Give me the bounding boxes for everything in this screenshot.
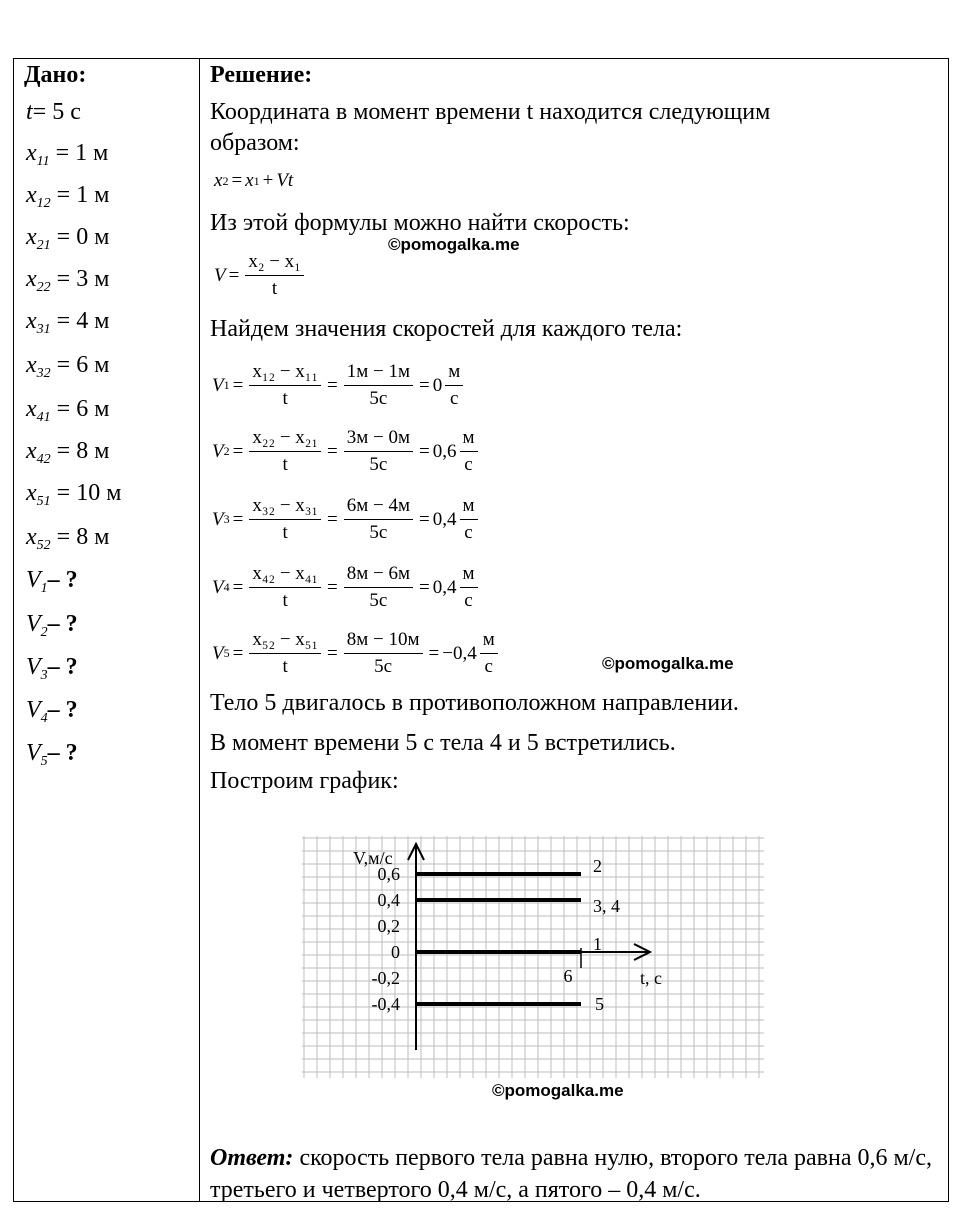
given-item: $x_{32} = 6$ м bbox=[26, 352, 110, 381]
y-tick-label: 0,6 bbox=[377, 864, 400, 884]
given-item: $V_2-$ ? bbox=[26, 611, 78, 640]
series-label: 1 bbox=[593, 934, 602, 954]
answer-label: Ответ: bbox=[210, 1145, 294, 1171]
given-item: $x_{21} = 0$ м bbox=[26, 224, 110, 253]
solution-line-3: Найдем значения скоростей для каждого тела: bbox=[210, 316, 683, 342]
y-axis-label: V,м/с bbox=[353, 848, 393, 868]
speed-formula-1: V 1 = $\frac{\text{x₁₂ − x₁₁}}{t}$ = $\frac{1м - 1м}{5с}$ = 0 $\frac{м}{с}$ bbox=[212, 360, 466, 411]
given-item: $V_3-$ ? bbox=[26, 654, 78, 683]
solution-line-1a: Координата в момент времени t находится следующим bbox=[210, 99, 771, 125]
watermark: ©pomogalka.me bbox=[602, 654, 734, 673]
given-item: $x_{52} = 8$ м bbox=[26, 524, 110, 553]
y-tick-label: -0,4 bbox=[371, 994, 400, 1014]
given-item: t= 5 с bbox=[26, 99, 81, 125]
y-tick-label: 0,4 bbox=[377, 890, 400, 910]
given-item: $V_4-$ ? bbox=[26, 697, 78, 726]
solution-line-1b: образом: bbox=[210, 130, 300, 156]
speed-formula-3: V 3 = $\frac{\text{x₃₂ − x₃₁}}{t}$ = $\frac{6м - 4м}{5с}$ = 0,4 $\frac{м}{с}$ bbox=[212, 494, 481, 545]
formula-velocity: V = $\frac{\text{x₂ − x₁}}{t}$ bbox=[214, 250, 307, 301]
series-label: 2 bbox=[593, 856, 602, 876]
solution-header: Решение: bbox=[210, 62, 313, 88]
speed-formula-5: V 5 = $\frac{\text{x₅₂ − x₅₁}}{t}$ = $\frac{8м - 10м}{5с}$ = −0,4 $\frac{м}{с}$ bbox=[212, 628, 501, 679]
solution-line-6: Построим график: bbox=[210, 768, 399, 794]
y-tick-label: 0 bbox=[391, 942, 400, 962]
given-item: $x_{31} = 4$ м bbox=[26, 308, 110, 337]
given-header: Дано: bbox=[24, 62, 87, 88]
speed-formula-2: V 2 = $\frac{\text{x₂₂ − x₂₁}}{t}$ = $\frac{3м - 0м}{5с}$ = 0,6 $\frac{м}{с}$ bbox=[212, 426, 481, 477]
series-label: 5 bbox=[595, 994, 604, 1014]
speed-formula-4: V 4 = $\frac{\text{x₄₂ − x₄₁}}{t}$ = $\frac{8м - 6м}{5с}$ = 0,4 $\frac{м}{с}$ bbox=[212, 562, 481, 613]
watermark: ©pomogalka.me bbox=[492, 1081, 624, 1100]
series-label: 3, 4 bbox=[593, 896, 620, 916]
x-axis-label: t, с bbox=[640, 968, 662, 988]
solution-line-4: Тело 5 двигалось в противоположном направлении. bbox=[210, 690, 739, 716]
column-divider bbox=[199, 58, 200, 1202]
watermark: ©pomogalka.me bbox=[388, 235, 520, 254]
y-tick-label: -0,2 bbox=[371, 968, 400, 988]
given-item: $x_{12} = 1$ м bbox=[26, 182, 110, 211]
given-item: $x_{51} = 10$ м bbox=[26, 480, 122, 509]
formula-coordinate: x 2 = x 1 + Vt bbox=[214, 170, 294, 191]
solution-line-5: В момент времени 5 с тела 4 и 5 встретились. bbox=[210, 730, 676, 756]
given-item: $x_{42} = 8$ м bbox=[26, 438, 110, 467]
given-item: $V_1-$ ? bbox=[26, 567, 78, 596]
x-tick-label: 6 bbox=[563, 966, 573, 986]
answer-text: скорость первого тела равна нулю, второго тела равна 0,6 м/с, третьего и четвертого 0,4 м/с, а пятого – 0,4 м/с. bbox=[210, 1145, 932, 1203]
answer bbox=[210, 1142, 940, 1206]
given-item: $V_5-$ ? bbox=[26, 740, 78, 769]
solution-line-2: Из этой формулы можно найти скорость: bbox=[210, 210, 630, 236]
velocity-time-graph bbox=[298, 832, 768, 1082]
given-item: $x_{11} = 1$ м bbox=[26, 140, 109, 169]
given-item: $x_{41} = 6$ м bbox=[26, 396, 110, 425]
given-item: $x_{22} = 3$ м bbox=[26, 266, 110, 295]
y-tick-label: 0,2 bbox=[377, 916, 400, 936]
